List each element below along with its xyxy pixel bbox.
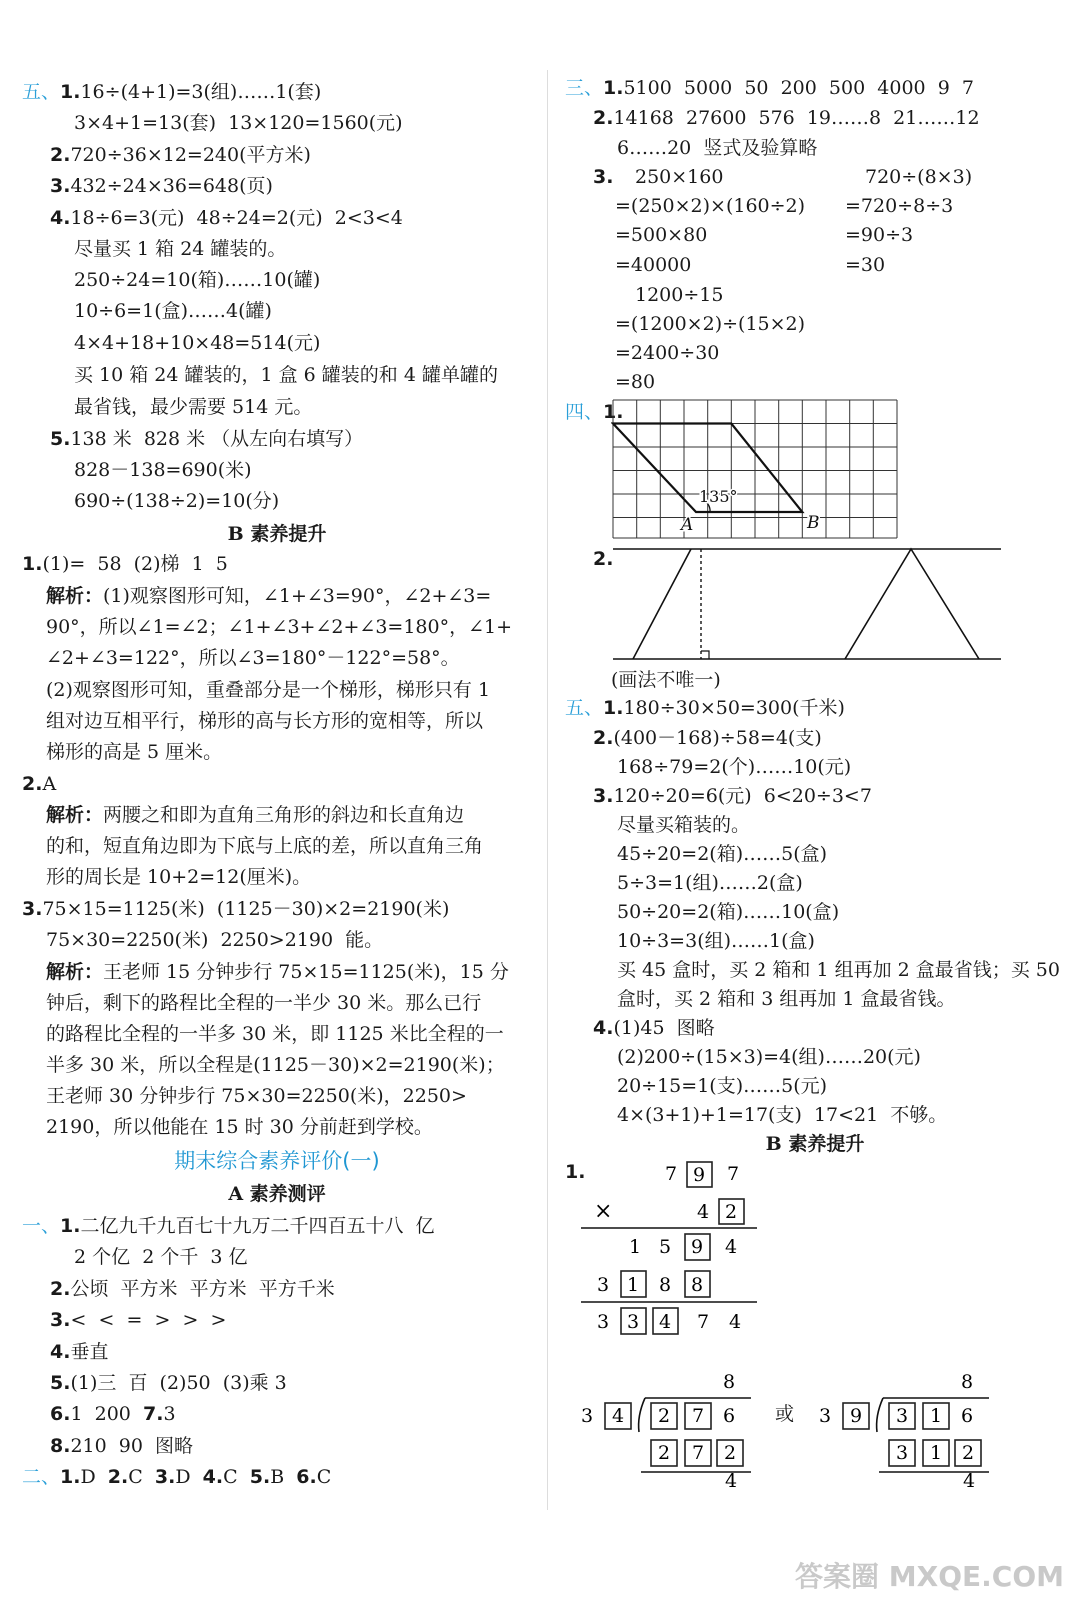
left-part1-q5: 5.(1)三 百 (2)50 (3)乘 3 (50, 1372, 287, 1394)
column-divider (547, 70, 548, 1510)
division-bracket (639, 1398, 645, 1432)
calc-line: =500×80 (615, 224, 708, 246)
left-part2-answers: 二、1.D 2.C 3.D 4.C 5.B 6.C (22, 1466, 332, 1488)
analysis-line: 组对边互相平行，梯形的高与长方形的宽相等，所以 (46, 710, 484, 732)
angle-label: 135° (699, 487, 738, 506)
digit: 3 (627, 1311, 640, 1333)
analysis-line: 的路程比全程的一半多 30 米，即 1125 米比全程的一 (46, 1023, 504, 1045)
calc-line: =90÷3 (845, 224, 914, 246)
left-part5-q2: 2.720÷36×12=240(平方米) (50, 144, 311, 166)
left-part5-q4: 4.18÷6=3(元) 48÷24=2(元) 2<3<4 (50, 207, 403, 229)
digit: 8 (691, 1274, 704, 1296)
left-part1-q4: 4.垂直 (50, 1341, 109, 1363)
calc-line: =(1200×2)÷(15×2) (615, 313, 806, 335)
digit: 6 (723, 1405, 736, 1427)
long-division-b (813, 1370, 1003, 1490)
trapezoid-leg (633, 549, 691, 659)
drawing-note: (画法不唯一) (611, 669, 721, 691)
left-part5-q3: 3.432÷24×36=648(页) (50, 175, 273, 197)
answer-line: 最省钱，最少需要 514 元。 (74, 396, 313, 418)
answer-line: (2)200÷(15×3)=4(组)……20(元) (617, 1046, 921, 1068)
digit: 4 (725, 1236, 738, 1258)
digit: 8 (723, 1371, 736, 1393)
digit: 2 (962, 1442, 975, 1464)
or-label: 或 (775, 1403, 795, 1425)
answer-line: 买 10 箱 24 罐装的，1 盒 6 罐装的和 4 罐单罐的 (74, 364, 498, 386)
answer-line: 828－138=690(米) (74, 459, 252, 481)
section-label: 五、 (22, 81, 61, 103)
answer-line: 2 个亿 2 个千 3 亿 (74, 1246, 248, 1268)
digit: 2 (724, 1442, 737, 1464)
right-part3-q1: 三、1.5100 5000 50 200 500 4000 9 7 (565, 77, 974, 99)
digit: 9 (693, 1164, 706, 1186)
left-part1-q6-q7: 6.1 200 7.3 (50, 1403, 176, 1425)
digit: 4 (612, 1405, 625, 1427)
calc-line: =2400÷30 (615, 342, 720, 364)
answer-line: 10÷6=1(盒)……4(罐) (74, 300, 272, 322)
right-part5-q1: 五、1.180÷30×50=300(千米) (565, 697, 845, 719)
digit: 1 (629, 1236, 642, 1258)
answer-line: 3×4+1=13(套) 13×120=1560(元) (74, 112, 403, 134)
digit: 6 (961, 1405, 974, 1427)
digit: 1 (930, 1405, 943, 1427)
analysis-line: 王老师 30 分钟步行 75×30=2250(米)，2250> (46, 1085, 467, 1107)
digit: 3 (819, 1405, 832, 1427)
right-part3-q3-label: 3. (593, 166, 614, 188)
left-b-q1: 1.(1)= 58 (2)梯 1 5 (22, 553, 228, 575)
left-part1-q2: 2.公顷 平方米 平方米 平方千米 (50, 1278, 335, 1300)
calc-line: =(250×2)×(160÷2) (615, 195, 806, 217)
left-part1-q8: 8.210 90 图略 (50, 1435, 194, 1457)
digit: 7 (692, 1442, 705, 1464)
section-title-b: B 素养提升 (765, 1133, 865, 1155)
digit: 4 (963, 1470, 976, 1490)
left-part1-q1: 一、1.二亿九千九百七十九万二千四百五十八 亿 (22, 1215, 435, 1237)
analysis-line: 梯形的高是 5 厘米。 (46, 741, 223, 763)
right-part5-q3: 3.120÷20=6(元) 6<20÷3<7 (593, 785, 872, 807)
digit: 5 (659, 1236, 672, 1258)
digit: 3 (896, 1442, 909, 1464)
calc-line: =40000 (615, 254, 692, 276)
digit: 4 (725, 1470, 738, 1490)
calc-line: =30 (845, 254, 886, 276)
right-angle-mark (701, 651, 709, 659)
answer-line: 168÷79=2(个)……10(元) (617, 756, 852, 778)
analysis-line: 解析：两腰之和即为直角三角形的斜边和长直角边 (46, 804, 465, 826)
calc-line: =80 (615, 371, 656, 393)
vertical-multiplication (579, 1158, 779, 1348)
right-part4-q1-label: 四、1. (565, 401, 624, 423)
answer-line: 20÷15=1(支)……5(元) (617, 1075, 828, 1097)
digit: 2 (658, 1442, 671, 1464)
analysis-line: 90°，所以∠1=∠2；∠1+∠3+∠2+∠3=180°，∠1+ (46, 616, 513, 638)
answer-line: 50÷20=2(箱)……10(盒) (617, 901, 840, 923)
left-part1-q3: 3.< < = > > > (50, 1309, 227, 1331)
right-part3-q2: 2.14168 27600 576 19……8 21……12 (593, 107, 980, 129)
digit: 4 (729, 1311, 742, 1333)
answer-line: 买 45 盒时，买 2 箱和 1 组再加 2 盒最省钱；买 50 (617, 959, 1060, 981)
digit: 7 (727, 1163, 740, 1185)
answer-line: 250÷24=10(箱)……10(罐) (74, 269, 321, 291)
digit: 1 (627, 1274, 640, 1296)
right-part5-q4: 4.(1)45 图略 (593, 1017, 715, 1039)
analysis-line: 的和，短直角边即为下底与上底的差，所以直角三角 (46, 835, 484, 857)
answer-line: 4×4+18+10×48=514(元) (74, 332, 321, 354)
analysis-line: ∠2+∠3=122°，所以∠3=180°－122°=58°。 (46, 647, 460, 669)
answer-line: 690÷(138÷2)=10(分) (74, 490, 280, 512)
answer-line: 4×(3+1)+1=17(支) 17<21 不够。 (617, 1104, 948, 1126)
digit: 9 (850, 1405, 863, 1427)
digit: 3 (597, 1274, 610, 1296)
digit: 9 (691, 1236, 704, 1258)
analysis-line: 解析：王老师 15 分钟步行 75×15=1125(米)，15 分 (46, 961, 509, 983)
right-part4-q2-label: 2. (593, 548, 614, 570)
digit: 2 (658, 1405, 671, 1427)
analysis-line: 2190，所以他能在 15 时 30 分前赶到学校。 (46, 1116, 433, 1138)
point-b-label: B (807, 513, 820, 533)
answer-line: 尽量买箱装的。 (617, 814, 751, 836)
division-bracket (877, 1398, 883, 1432)
digit: 1 (930, 1442, 943, 1464)
point-a-label: A (681, 515, 694, 535)
calc-line: 720÷(8×3) (865, 166, 973, 188)
digit: 2 (725, 1201, 738, 1223)
analysis-line: 形的周长是 10+2=12(厘米)。 (46, 866, 312, 888)
digit: 3 (597, 1311, 610, 1333)
right-part5-q2: 2.(400－168)÷58=4(支) (593, 727, 822, 749)
answer-line: 45÷20=2(箱)……5(盒) (617, 843, 828, 865)
digit: 7 (697, 1311, 710, 1333)
left-b-q3: 3.75×15=1125(米) (1125－30)×2=2190(米) (22, 898, 450, 920)
digit: 8 (659, 1274, 672, 1296)
calc-line: 1200÷15 (635, 284, 724, 306)
calc-line: 250×160 (635, 166, 724, 188)
watermark-logo: 答案圈 MXQE.COM (795, 1560, 1064, 1593)
answer-line: 5÷3=1(组)……2(盒) (617, 872, 803, 894)
triangle-shape (845, 549, 979, 659)
answer-line: 10÷3=3(组)……1(盒) (617, 930, 815, 952)
answer-line: 75×30=2250(米) 2250>2190 能。 (46, 929, 384, 951)
multiply-sign: × (594, 1199, 613, 1224)
parallelogram-grid-figure (611, 398, 901, 540)
right-b-q1-label: 1. (565, 1161, 586, 1183)
answer-line: 盒时，买 2 箱和 3 组再加 1 盒最省钱。 (617, 988, 956, 1010)
left-b-q2: 2.A (22, 773, 57, 795)
left-part5-q1: 五、1.16÷(4+1)=3(组)……1(套) (22, 81, 322, 103)
section-title-b: B 素养提升 (227, 523, 327, 545)
answer-line: 尽量买 1 箱 24 罐装的。 (74, 238, 287, 260)
analysis-line: (2)观察图形可知，重叠部分是一个梯形，梯形只有 1 (46, 679, 491, 701)
trapezoid-triangle-figure (611, 545, 1011, 667)
digit: 8 (961, 1371, 974, 1393)
analysis-line: 解析：(1)观察图形可知，∠1+∠3=90°，∠2+∠3= (46, 585, 492, 607)
final-exam-title: 期末综合素养评价(一) (174, 1149, 380, 1173)
section-title-a: A 素养测评 (228, 1183, 326, 1205)
analysis-line: 半多 30 米，所以全程是(1125－30)×2=2190(米)； (46, 1054, 505, 1076)
digit: 3 (896, 1405, 909, 1427)
long-division-a (575, 1370, 765, 1490)
digit: 4 (659, 1311, 672, 1333)
digit: 7 (665, 1163, 678, 1185)
digit: 4 (697, 1201, 710, 1223)
answer-line: 6……20 竖式及验算略 (617, 137, 818, 159)
left-part5-q5: 5.138 米 828 米 （从左向右填写） (50, 428, 364, 450)
calc-line: =720÷8÷3 (845, 195, 954, 217)
digit: 3 (581, 1405, 594, 1427)
digit: 7 (692, 1405, 705, 1427)
analysis-line: 钟后，剩下的路程比全程的一半少 30 米。那么已行 (46, 992, 482, 1014)
